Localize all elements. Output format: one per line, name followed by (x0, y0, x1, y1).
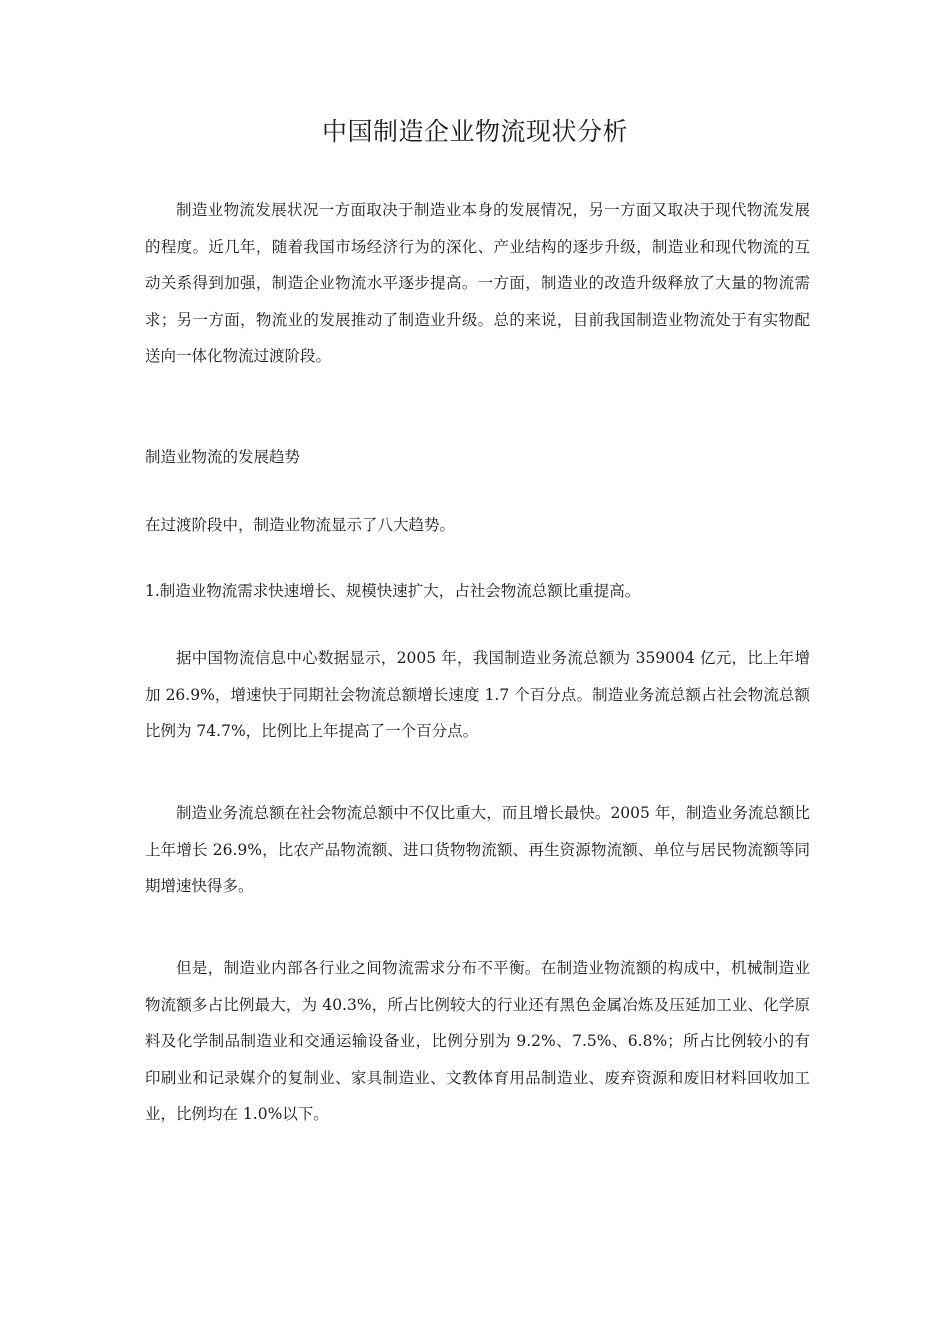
growth-paragraph: 制造业务流总额在社会物流总额中不仅比重大，而且增长最快。2005 年，制造业务流总额比上年增长 26.9%，比农产品物流额、进口货物物流额、再生资源物流额、单位与居民物流额等同期增速快得多。 (145, 804, 810, 895)
trend-item-1: 1.制造业物流需求快速增长、规模快速扩大，占社会物流总额比重提高。 (145, 582, 641, 600)
document-title: 中国制造企业物流现状分析 (321, 117, 628, 146)
data-paragraph: 据中国物流信息中心数据显示，2005 年，我国制造业务流总额为 359004 亿元，比上年增加 26.9%，增速快于同期社会物流总额增长速度 1.7 个百分点。制造业务流总额占社会物流总额比例为 74.7%，比例比上年提高了一个百分点。 (145, 649, 810, 740)
section-heading: 制造业物流的发展趋势 (145, 448, 301, 466)
transition-sentence: 在过渡阶段中，制造业物流显示了八大趋势。 (145, 516, 456, 534)
intro-paragraph: 制造业物流发展状况一方面取决于制造业本身的发展情况，另一方面又取决于现代物流发展的程度。近几年，随着我国市场经济行为的深化、产业结构的逐步升级，制造业和现代物流的互动关系得到加强，制造企业物流水平逐步提高。一方面，制造业的改造升级释放了大量的物流需求；另一方面，物流业的发展推动了制造业升级。总的来说，目前我国制造业物流处于有实物配送向一体化物流过渡阶段。 (145, 201, 810, 365)
distribution-paragraph: 但是，制造业内部各行业之间物流需求分布不平衡。在制造业物流额的构成中，机械制造业物流额多占比例最大，为 40.3%，所占比例较大的行业还有黑色金属冶炼及压延加工业、化学原料及化学制品制造业和交通运输设备业，比例分别为 9.2%、7.5%、6.8%；所占比例较小的有印刷业和记录媒介的复制业、家具制造业、文教体育用品制造业、废弃资源和废旧材料回收加工业，比例均在 1.0%以下。 (145, 959, 810, 1123)
